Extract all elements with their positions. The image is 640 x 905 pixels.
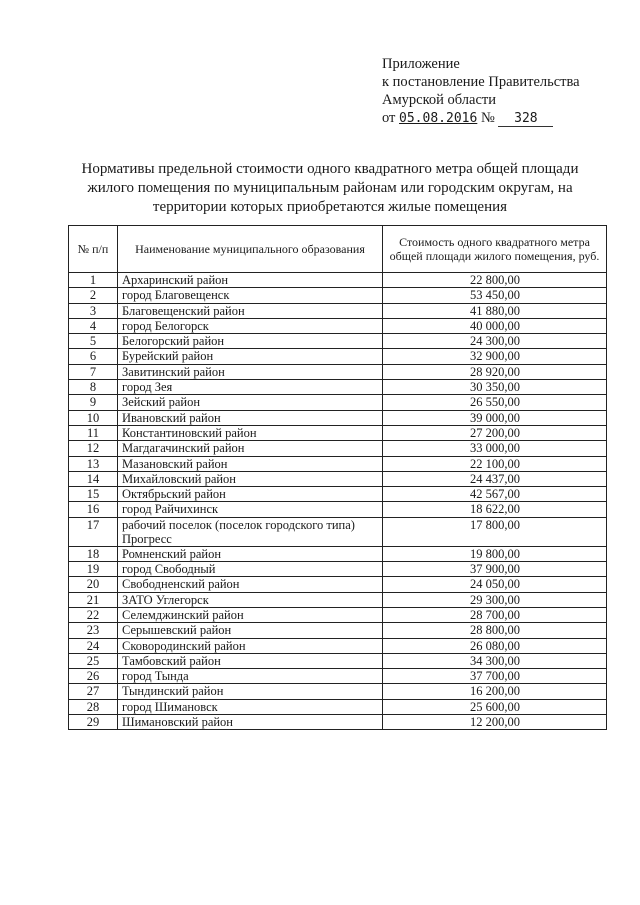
row-municipality: Бурейский район xyxy=(118,349,383,364)
row-cost: 37 700,00 xyxy=(383,669,607,684)
row-cost: 24 300,00 xyxy=(383,334,607,349)
row-municipality: ЗАТО Углегорск xyxy=(118,592,383,607)
document-title xyxy=(70,160,590,217)
row-number: 6 xyxy=(69,349,118,364)
table-row xyxy=(69,623,607,638)
table-row xyxy=(69,502,607,517)
annex-title: Приложение xyxy=(382,56,460,72)
row-municipality: Магдагачинский район xyxy=(118,441,383,456)
table-header-row xyxy=(69,226,607,273)
row-cost: 37 900,00 xyxy=(383,562,607,577)
row-number: 11 xyxy=(69,425,118,440)
row-municipality: Мазановский район xyxy=(118,456,383,471)
row-cost: 40 000,00 xyxy=(383,318,607,333)
row-number: 12 xyxy=(69,441,118,456)
table-row xyxy=(69,303,607,318)
header-name: Наименование муниципального образования xyxy=(118,226,383,273)
row-number: 9 xyxy=(69,395,118,410)
row-cost: 22 800,00 xyxy=(383,273,607,288)
norms-table xyxy=(68,225,607,730)
annex-block xyxy=(382,55,580,128)
annex-reference: к постановление Правительства xyxy=(382,74,580,90)
table-row xyxy=(69,456,607,471)
table-row xyxy=(69,487,607,502)
row-cost: 16 200,00 xyxy=(383,684,607,699)
row-number: 23 xyxy=(69,623,118,638)
row-municipality: город Райчихинск xyxy=(118,502,383,517)
row-number: 24 xyxy=(69,638,118,653)
row-number: 21 xyxy=(69,592,118,607)
table-row xyxy=(69,669,607,684)
table-row xyxy=(69,715,607,730)
row-number: 19 xyxy=(69,562,118,577)
table-row xyxy=(69,318,607,333)
row-municipality: Серышевский район xyxy=(118,623,383,638)
row-cost: 29 300,00 xyxy=(383,592,607,607)
number-prefix: № xyxy=(480,110,495,126)
table-row xyxy=(69,410,607,425)
row-municipality: город Тында xyxy=(118,669,383,684)
row-number: 18 xyxy=(69,546,118,561)
row-number: 1 xyxy=(69,273,118,288)
title-line-2: жилого помещения по муниципальным районам или городским округам, на xyxy=(87,180,573,196)
row-municipality: Тамбовский район xyxy=(118,653,383,668)
table-row xyxy=(69,380,607,395)
row-cost: 22 100,00 xyxy=(383,456,607,471)
row-municipality: рабочий поселок (поселок городского типа) Прогресс xyxy=(118,517,383,546)
row-number: 20 xyxy=(69,577,118,592)
table-row xyxy=(69,653,607,668)
row-municipality: Константиновский район xyxy=(118,425,383,440)
table-row xyxy=(69,546,607,561)
row-cost: 26 080,00 xyxy=(383,638,607,653)
row-municipality: Ивановский район xyxy=(118,410,383,425)
resolution-number: 328 xyxy=(498,112,553,127)
row-number: 15 xyxy=(69,487,118,502)
table-row xyxy=(69,349,607,364)
row-cost: 53 450,00 xyxy=(383,288,607,303)
row-number: 22 xyxy=(69,607,118,622)
table-row xyxy=(69,425,607,440)
row-number: 4 xyxy=(69,318,118,333)
row-number: 2 xyxy=(69,288,118,303)
row-cost: 28 920,00 xyxy=(383,364,607,379)
annex-dateline xyxy=(382,109,580,128)
row-number: 26 xyxy=(69,669,118,684)
row-cost: 18 622,00 xyxy=(383,502,607,517)
row-number: 10 xyxy=(69,410,118,425)
row-cost: 19 800,00 xyxy=(383,546,607,561)
row-municipality: город Благовещенск xyxy=(118,288,383,303)
table-row xyxy=(69,577,607,592)
row-cost: 30 350,00 xyxy=(383,380,607,395)
table-row xyxy=(69,334,607,349)
row-number: 8 xyxy=(69,380,118,395)
row-municipality: Белогорский район xyxy=(118,334,383,349)
row-municipality: город Белогорск xyxy=(118,318,383,333)
row-cost: 26 550,00 xyxy=(383,395,607,410)
row-number: 29 xyxy=(69,715,118,730)
table-row xyxy=(69,699,607,714)
table-row xyxy=(69,441,607,456)
table-row xyxy=(69,273,607,288)
row-number: 28 xyxy=(69,699,118,714)
row-cost: 17 800,00 xyxy=(383,517,607,546)
row-cost: 41 880,00 xyxy=(383,303,607,318)
table-row xyxy=(69,607,607,622)
row-municipality: Завитинский район xyxy=(118,364,383,379)
row-cost: 24 437,00 xyxy=(383,471,607,486)
table-row xyxy=(69,395,607,410)
row-municipality: Свободненский район xyxy=(118,577,383,592)
table-row xyxy=(69,638,607,653)
row-municipality: Тындинский район xyxy=(118,684,383,699)
row-number: 7 xyxy=(69,364,118,379)
title-line-1: Нормативы предельной стоимости одного квадратного метра общей площади xyxy=(81,161,579,177)
row-cost: 33 000,00 xyxy=(383,441,607,456)
row-number: 25 xyxy=(69,653,118,668)
row-number: 3 xyxy=(69,303,118,318)
resolution-date: 05.08.2016 xyxy=(399,111,478,126)
row-number: 27 xyxy=(69,684,118,699)
row-cost: 32 900,00 xyxy=(383,349,607,364)
row-number: 16 xyxy=(69,502,118,517)
table-row xyxy=(69,364,607,379)
table-row xyxy=(69,684,607,699)
title-line-3: территории которых приобретаются жилые помещения xyxy=(152,199,508,215)
row-number: 17 xyxy=(69,517,118,546)
table-row xyxy=(69,288,607,303)
header-num: № п/п xyxy=(69,226,118,273)
row-number: 14 xyxy=(69,471,118,486)
table-row xyxy=(69,562,607,577)
row-cost: 24 050,00 xyxy=(383,577,607,592)
table-body xyxy=(69,273,607,730)
row-municipality: Ромненский район xyxy=(118,546,383,561)
row-cost: 39 000,00 xyxy=(383,410,607,425)
row-municipality: Благовещенский район xyxy=(118,303,383,318)
row-cost: 12 200,00 xyxy=(383,715,607,730)
annex-region: Амурской области xyxy=(382,92,496,108)
row-municipality: город Шимановск xyxy=(118,699,383,714)
row-municipality: Шимановский район xyxy=(118,715,383,730)
row-municipality: Зейский район xyxy=(118,395,383,410)
row-municipality: Михайловский район xyxy=(118,471,383,486)
row-number: 13 xyxy=(69,456,118,471)
table-row xyxy=(69,471,607,486)
table-row xyxy=(69,517,607,546)
row-number: 5 xyxy=(69,334,118,349)
date-prefix: от xyxy=(382,110,396,126)
table-row xyxy=(69,592,607,607)
row-cost: 25 600,00 xyxy=(383,699,607,714)
row-cost: 27 200,00 xyxy=(383,425,607,440)
row-municipality: город Свободный xyxy=(118,562,383,577)
row-cost: 28 800,00 xyxy=(383,623,607,638)
row-municipality: Селемджинский район xyxy=(118,607,383,622)
header-cost: Стоимость одного квадратного метра общей площади жилого помещения, руб. xyxy=(383,226,607,273)
row-cost: 28 700,00 xyxy=(383,607,607,622)
row-municipality: Сковородинский район xyxy=(118,638,383,653)
row-municipality: город Зея xyxy=(118,380,383,395)
row-cost: 42 567,00 xyxy=(383,487,607,502)
row-municipality: Архаринский район xyxy=(118,273,383,288)
row-municipality: Октябрьский район xyxy=(118,487,383,502)
row-cost: 34 300,00 xyxy=(383,653,607,668)
